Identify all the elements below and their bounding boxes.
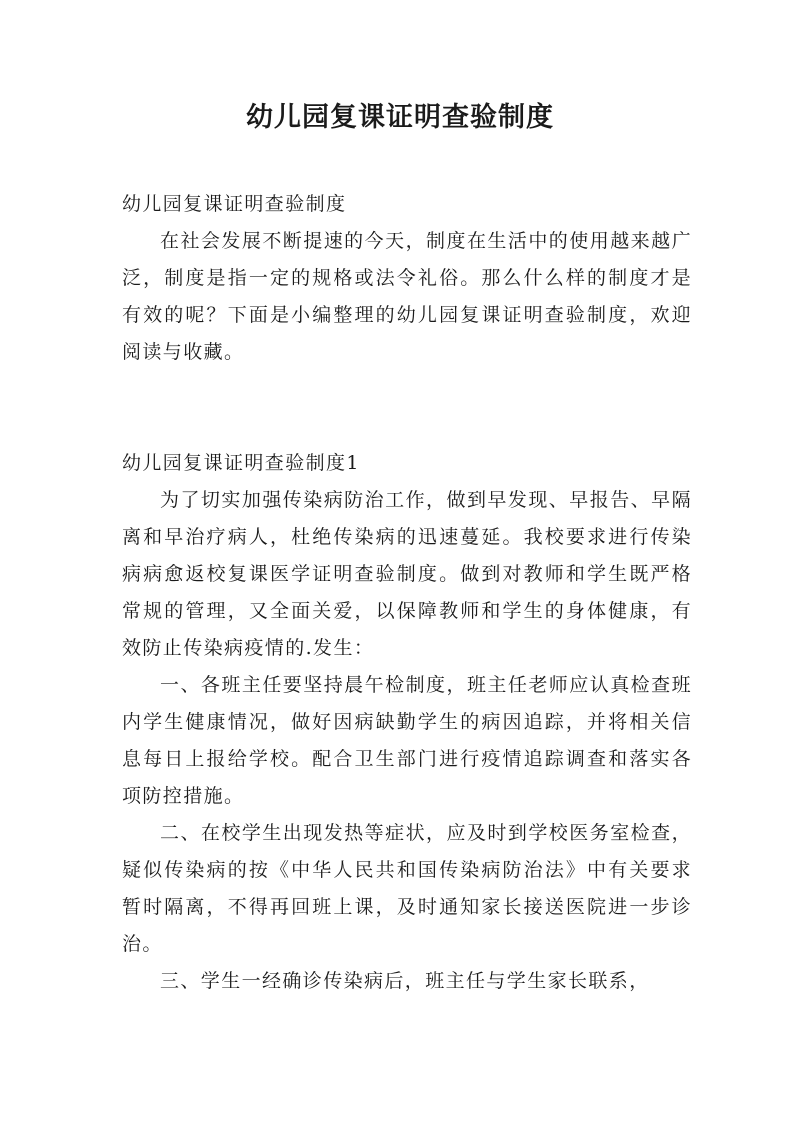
- document-body: [122, 186, 692, 1000]
- body-paragraph: 三、学生一经确诊传染病后，班主任与学生家长联系，: [160, 970, 650, 992]
- body-paragraph: 二、在校学生出现发热等症状，应及时到学校医务室检查，疑似传染病的按《中华人民共和国传染病防治法》中有关要求暂时隔离，不得再回班上课，及时通知家长接送医院进一步诊治。: [122, 822, 692, 955]
- document-subtitle: 幼儿园复课证明查验制度: [122, 193, 347, 215]
- intro-paragraph: 在社会发展不断提速的今天，制度在生活中的使用越来越广泛，制度是指一定的规格或法令礼俗。那么什么样的制度才是有效的呢？下面是小编整理的幼儿园复课证明查验制度，欢迎阅读与收藏。: [122, 230, 692, 363]
- document-title: 幼儿园复课证明查验制度: [246, 102, 554, 133]
- body-paragraph: 一、各班主任要坚持晨午检制度，班主任老师应认真检查班内学生健康情况，做好因病缺勤学生的病因追踪，并将相关信息每日上报给学校。配合卫生部门进行疫情追踪调查和落实各项防控措施。: [122, 674, 692, 807]
- section-heading: 幼儿园复课证明查验制度1: [122, 452, 360, 474]
- section-spacer: [122, 371, 692, 445]
- body-paragraph: 为了切实加强传染病防治工作，做到早发现、早报告、早隔离和早治疗病人，杜绝传染病的迅速蔓延。我校要求进行传染病病愈返校复课医学证明查验制度。做到对教师和学生既严格常规的管理，又全面关爱，以保障教师和学生的身体健康，有效防止传染病疫情的.发生：: [122, 489, 692, 659]
